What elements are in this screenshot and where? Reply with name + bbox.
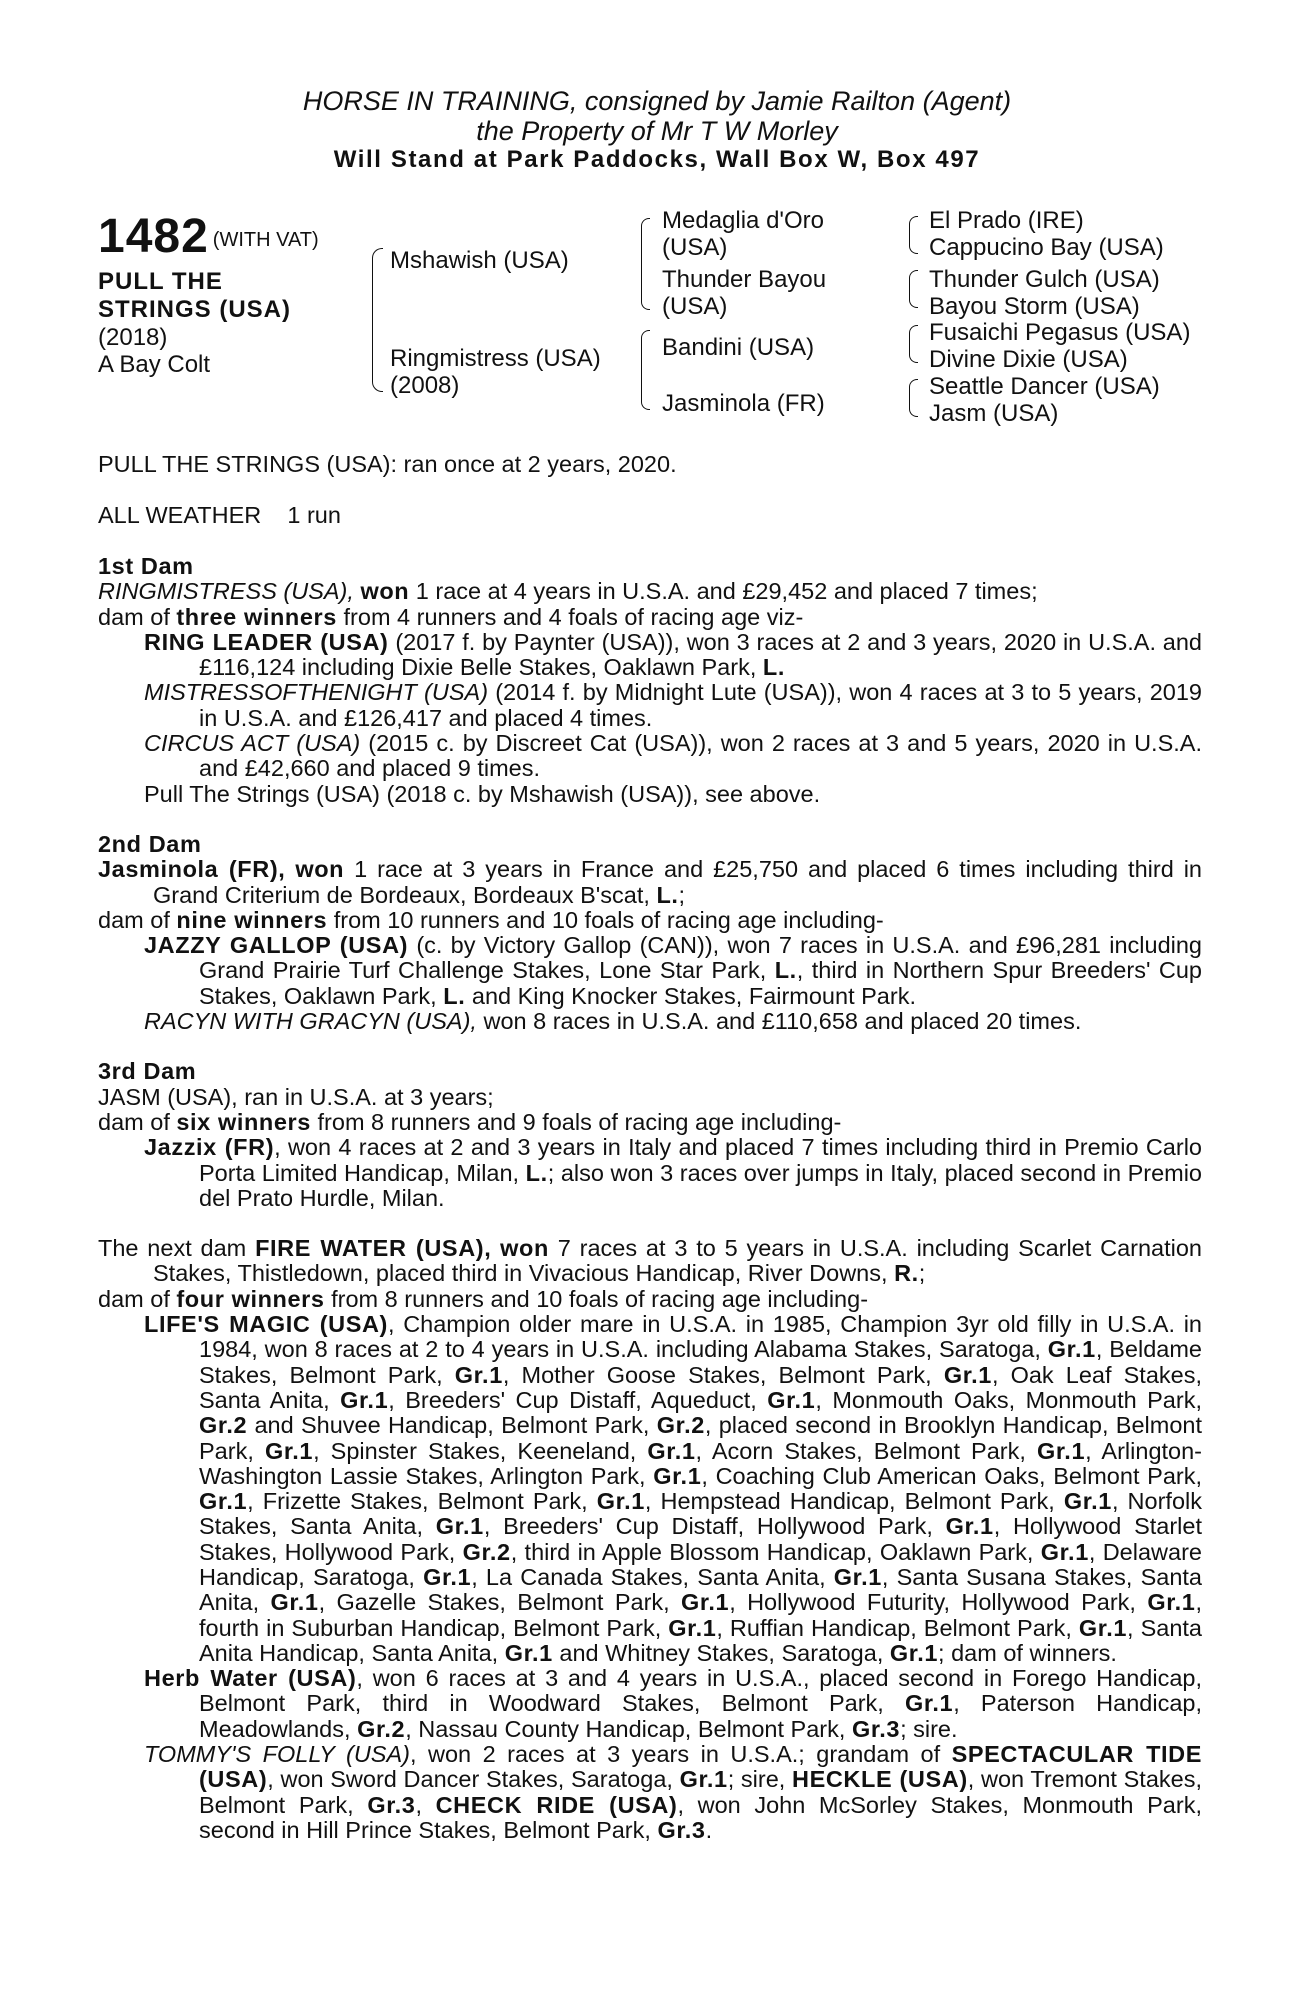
offspring-entry: Jazzix (FR), won 4 races at 2 and 3 years in Italy and placed 7 times including third in Premio Carlo Porta Limited Handicap, Milan, L.; also won 3 races over jumps in Italy, placed second in Premio del Prato Hurdle, Milan. (144, 1134, 1203, 1211)
offspring-entry: Pull The Strings (USA) (2018 c. by Mshawish (USA)), see above. (144, 780, 821, 807)
third-dam-section (98, 1059, 1202, 1211)
first-dam-name: RINGMISTRESS (USA), (98, 578, 354, 605)
sds-name: Thunder Gulch (USA) (929, 266, 1160, 293)
lot-number: 1482 (98, 210, 209, 263)
ssd-name: Cappucino Bay (USA) (929, 234, 1164, 261)
dam-parents-brace (641, 330, 650, 410)
sire-sire-line2: (USA) (662, 234, 728, 261)
offspring-entry: TOMMY'S FOLLY (USA), won 2 races at 3 years in U.S.A.; grandam of SPECTACULAR TIDE (USA), won Sword Dancer Stakes, Saratoga, Gr.1; sire, HECKLE (USA), won Tremont Stakes, Belmont Park, Gr.3, CHECK RIDE (USA), won John McSorley Stakes, Monmouth Park, second in Hill Prince Stakes, Belmont Park, Gr.3. (144, 1741, 1203, 1843)
vat-note: (WITH VAT) (212, 229, 319, 251)
third-dam-produce-summary: dam of six winners from 8 runners and 9 foals of racing age including- (98, 1108, 842, 1135)
sire-dam-brace (372, 248, 383, 392)
ddd-name: Jasm (USA) (929, 400, 1059, 427)
second-dam-produce-summary: dam of nine winners from 10 runners and 10 foals of racing age including- (98, 906, 884, 933)
offspring-entry: Herb Water (USA), won 6 races at 3 and 4 years in U.S.A., placed second in Forego Handicap, Belmont Park, third in Woodward Stakes, Belmont Park, Gr.1, Paterson Handicap, Meadowlands, Gr.2, Nassau County Handicap, Belmont Park, Gr.3; sire. (144, 1665, 1203, 1742)
race-summary (98, 452, 1202, 477)
first-dam-section (98, 554, 1202, 807)
dss-name: Fusaichi Pegasus (USA) (929, 319, 1191, 346)
offspring-entry: RING LEADER (USA) (2017 f. by Paynter (USA)), won 3 races at 2 and 3 years, 2020 in U.S.A. and £116,124 including Dixie Belle Stakes, Oaklawn Park, L. (144, 628, 1202, 681)
offspring-name: Jazzix (FR) (144, 1134, 275, 1161)
dam-body (98, 554, 1202, 1843)
brace-sd (909, 270, 918, 308)
horse-name-line2: STRINGS (USA) (98, 296, 291, 323)
brace-ds (909, 325, 918, 363)
dds-name: Seattle Dancer (USA) (929, 373, 1160, 400)
sire-dam-line1: Thunder Bayou (662, 266, 827, 293)
lot-info (98, 212, 378, 378)
offspring-entry: MISTRESSOFTHENIGHT (USA) (2014 f. by Midnight Lute (USA)), won 4 races at 3 to 5 years, 2019 in U.S.A. and £126,417 and placed 4 times. (144, 679, 1203, 731)
offspring-name: JAZZY GALLOP (USA) (144, 932, 409, 959)
next-dam-produce-summary: dam of four winners from 8 runners and 10 foals of racing age including- (98, 1285, 869, 1312)
offspring-name: RING LEADER (USA) (144, 628, 389, 655)
summary-line: PULL THE STRINGS (USA): ran once at 2 years, 2020. (98, 451, 677, 477)
dam-dam: Jasminola (FR) (662, 390, 825, 417)
next-dam-name: FIRE WATER (USA), (255, 1235, 492, 1262)
third-dam-heading: 3rd Dam (98, 1058, 197, 1085)
offspring-entry: LIFE'S MAGIC (USA), Champion older mare in U.S.A. in 1985, Champion 3yr old filly in U.S.A. in 1984, won 8 races at 2 to 4 years in U.S.A. including Alabama Stakes, Saratoga, Gr.1, Beldame Stakes, Belmont Park, Gr.1, Mother Goose Stakes, Belmont Park, Gr.1, Oak Leaf Stakes, Santa Anita, Gr.1, Breeders' Cup Distaff, Aqueduct, Gr.1, Monmouth Oaks, Monmouth Park, Gr.2 and Shuvee Handicap, Belmont Park, Gr.2, placed second in Brooklyn Handicap, Belmont Park, Gr.1, Spinster Stakes, Keeneland, Gr.1, Acorn Stakes, Belmont Park, Gr.1, Arlington-Washington Lassie Stakes, Arlington Park, Gr.1, Coaching Club American Oaks, Belmont Park, Gr.1, Frizette Stakes, Belmont Park, Gr.1, Hempstead Handicap, Belmont Park, Gr.1, Norfolk Stakes, Santa Anita, Gr.1, Breeders' Cup Distaff, Hollywood Park, Gr.1, Hollywood Starlet Stakes, Hollywood Park, Gr.2, third in Apple Blossom Handicap, Oaklawn Park, Gr.1, Delaware Handicap, Saratoga, Gr.1, La Canada Stakes, Santa Anita, Gr.1, Santa Susana Stakes, Santa Anita, Gr.1, Gazelle Stakes, Belmont Park, Gr.1, Hollywood Futurity, Hollywood Park, Gr.1, fourth in Suburban Handicap, Belmont Park, Gr.1, Ruffian Handicap, Belmont Park, Gr.1, Santa Anita Handicap, Santa Anita, Gr.1 and Whitney Stakes, Saratoga, Gr.1; dam of winners. (144, 1311, 1203, 1666)
consignor-line: HORSE IN TRAINING, consigned by Jamie Railton (Agent) (302, 86, 1012, 116)
offspring-name: RACYN WITH GRACYN (USA), (144, 1008, 477, 1035)
offspring-entry: CIRCUS ACT (USA) (2015 c. by Discreet Cat (USA)), won 2 races at 3 and 5 years, 2020 in U.S.A. and £42,660 and placed 9 times. (144, 730, 1202, 782)
foaling-year: (2018) (98, 324, 168, 351)
second-dam-name: Jasminola (FR), (98, 856, 286, 883)
brace-ss (909, 216, 918, 254)
surface-record (98, 503, 1202, 528)
next-dam-section (98, 1236, 1202, 1843)
dam-year: (2008) (390, 372, 460, 399)
sss-name: El Prado (IRE) (929, 207, 1084, 234)
dam-name: Ringmistress (USA) (390, 345, 601, 372)
sire-name: Mshawish (USA) (390, 247, 569, 274)
brace-dd (909, 379, 918, 417)
property-line: the Property of Mr T W Morley (476, 116, 838, 146)
offspring-name: MISTRESSOFTHENIGHT (USA) (144, 679, 489, 706)
second-dam-record: Jasminola (FR), won 1 race at 3 years in France and £25,750 and placed 6 times including third in Grand Criterium de Bordeaux, Bordeaux B'scat, L.; (98, 856, 1202, 908)
second-dam-heading: 2nd Dam (98, 830, 202, 857)
sire-dam-line2: (USA) (662, 293, 728, 320)
third-dam-record: JASM (USA), ran in U.S.A. at 3 years; (98, 1083, 494, 1110)
dsd-name: Divine Dixie (USA) (929, 346, 1128, 373)
sire-parents-brace (641, 218, 650, 310)
stabling-line: Will Stand at Park Paddocks, Wall Box W, Box 497 (333, 146, 981, 173)
first-dam-heading: 1st Dam (98, 553, 194, 579)
horse-description: A Bay Colt (98, 351, 211, 378)
dam-sire: Bandini (USA) (662, 334, 815, 361)
offspring-name: CIRCUS ACT (USA) (144, 730, 361, 757)
catalogue-header (0, 86, 1314, 174)
surface-runs: 1 run (287, 502, 341, 528)
first-dam-record: RINGMISTRESS (USA), won 1 race at 4 years in U.S.A. and £29,452 and placed 7 times; (98, 578, 1038, 605)
offspring-entry: JAZZY GALLOP (USA) (c. by Victory Gallop (CAN)), won 7 races in U.S.A. and £96,281 including Grand Prairie Turf Challenge Stakes, Lone Star Park, L., third in Northern Spur Breeders' Cup Stakes, Oaklawn Park, L. and King Knocker Stakes, Fairmount Park. (144, 932, 1202, 1009)
sire-sire-line1: Medaglia d'Oro (662, 207, 824, 234)
horse-name-line1: PULL THE (98, 268, 223, 295)
sdd-name: Bayou Storm (USA) (929, 293, 1140, 320)
next-dam-record: The next dam FIRE WATER (USA), won 7 races at 3 to 5 years in U.S.A. including Scarlet Carnation Stakes, Thistledown, placed third in Vivacious Handicap, River Downs, R.; (98, 1235, 1202, 1287)
surface-label: ALL WEATHER (98, 502, 262, 528)
first-dam-produce-summary: dam of three winners from 4 runners and 4 foals of racing age viz- (98, 603, 804, 630)
second-dam-section (98, 832, 1202, 1034)
offspring-entry: RACYN WITH GRACYN (USA), won 8 races in U.S.A. and £110,658 and placed 20 times. (144, 1008, 1082, 1035)
